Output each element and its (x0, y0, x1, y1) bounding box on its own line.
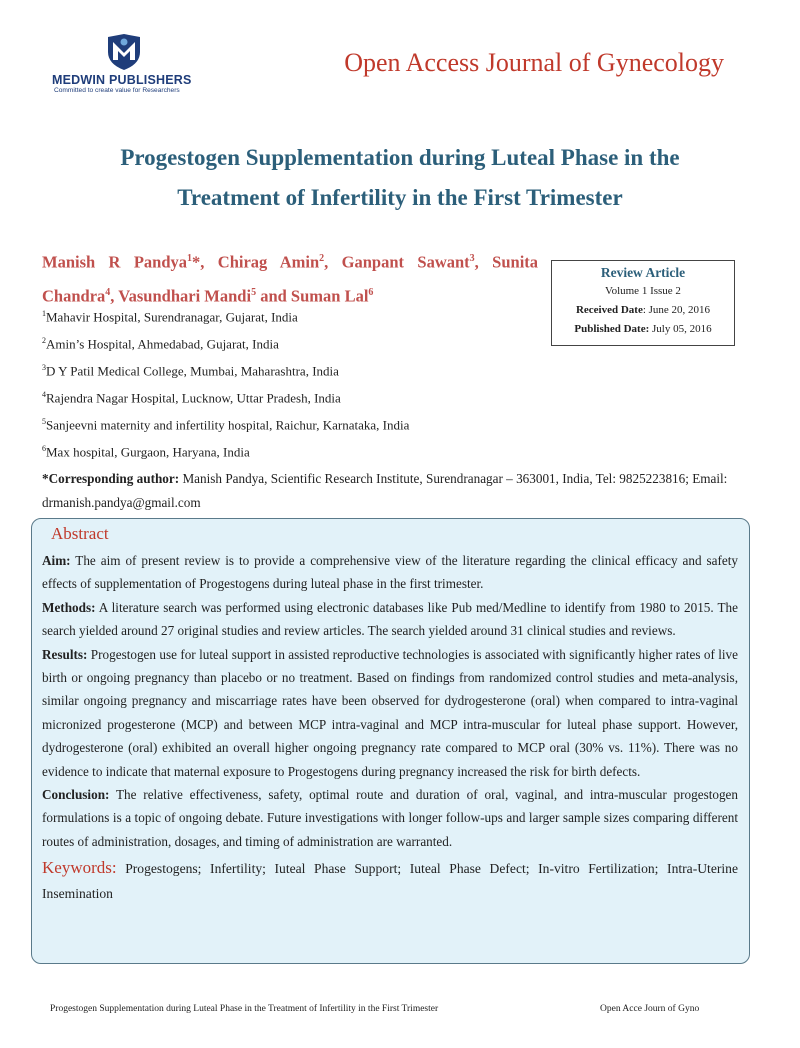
keywords-text: Progestogens; Infertility; Iuteal Phase Support; Iuteal Phase Defect; In-vitro Fertilization; Intra-Uterine Insemination (42, 861, 738, 901)
keywords-label: Keywords: (42, 858, 117, 878)
author-name: Vasundhari Mandi (118, 286, 252, 305)
abstract-body (42, 549, 738, 906)
abstract-aim: Aim: The aim of present review is to provide a comprehensive view of the literature regarding the clinical efficacy and safety effects of supplementation of Progestogens during luteal phase in the first trimester. (42, 553, 738, 592)
abstract-heading: Abstract (51, 524, 109, 543)
keywords (42, 856, 738, 906)
affiliation-item: $^1$Mahavir Hospital, Surendranagar, Gujarat, India (42, 309, 298, 325)
affiliation-item: $^6$Max hospital, Gurgaon, Haryana, India (42, 444, 250, 460)
author-name: Suman Lal (290, 286, 369, 305)
publisher-tagline: Committed to create value for Researchers (54, 87, 180, 94)
author-affiliation-number: 2 (319, 253, 325, 264)
published-date: Published Date: July 05, 2016 (574, 323, 712, 335)
corresponding-author: *Corresponding author: Manish Pandya, Scientific Research Institute, Surendranagar – 363001, India, Tel: 9825223816; Email: drmanish.pandya@gmail.com (42, 471, 728, 510)
author-list: Manish R Pandya$^1$*, Chirag Amin$^2$, Ganpant Sawant$^3$, Sunita Chandra$^4$, Vasundhari Mandi$^5$ and Suman Lal$^6$ (42, 252, 539, 305)
paper-title-line-1: Progestogen Supplementation during Luteal Phase in the (120, 145, 680, 170)
author-affiliation-number: 6 (368, 286, 374, 298)
author-name: Chirag Amin (217, 252, 320, 272)
affiliation-item: $^4$Rajendra Nagar Hospital, Lucknow, Uttar Pradesh, India (42, 390, 341, 406)
author-affiliation-number: 3 (469, 253, 475, 264)
volume-issue: Volume 1 Issue 2 (605, 285, 681, 297)
article-type: Review Article (600, 265, 686, 280)
affiliation-item: $^2$Amin’s Hospital, Ahmedabad, Gujarat, India (42, 336, 279, 352)
author-affiliation-number: 4 (105, 286, 111, 298)
affiliation-list (42, 302, 542, 464)
abstract-results: Results: Progestogen use for luteal support in assisted reproductive technologies is associated with significantly higher rates of live birth or ongoing pregnancy than placebo or no treatment. Based on findings from randomized control studies and meta-analysis, similar ongoing pregnancy and miscarriage rates have been observed for dydrogesterone (oral) when compared to intra-vaginal micronized progesterone (MCP) and between MCP intra-vaginal and MCP intra-muscular for luteal phase support. However, dydrogesterone (oral) exhibited an overall higher ongoing pregnancy rate compared to MCP oral (30% vs. 11%). There was no evidence to indicate that maternal exposure to Progestogens during pregnancy increased the risk for birth defects. (42, 646, 738, 779)
affiliation-item: $^5$Sanjeevni maternity and infertility hospital, Raichur, Karnataka, India (42, 417, 410, 433)
abstract-methods: Methods: A literature search was performed using electronic databases like Pub med/Medline to identify from 1980 to 2015. The search yielded around 27 original studies and review articles. The search yielded around 31 clinical studies and reviews. (42, 599, 738, 639)
received-date: Received Date: June 20, 2016 (575, 304, 711, 316)
author-name: Ganpant Sawant (341, 252, 470, 272)
author-affiliation-number: 5 (251, 286, 257, 298)
author-name: Manish R Pandya (42, 252, 188, 272)
medwin-shield-icon (104, 34, 144, 70)
author-name: Sunita Chandra (42, 252, 539, 305)
paper-title-line-2: Treatment of Infertility in the First Trimester (177, 185, 623, 210)
article-info-box (551, 260, 735, 346)
running-title: Progestogen Supplementation during Luteal Phase in the Treatment of Infertility in the First Trimester (50, 1004, 439, 1014)
author-affiliation-number: 1 (187, 253, 193, 264)
running-journal: Open Acce Journ of Gyno (600, 1004, 700, 1014)
publisher-logo (52, 34, 222, 98)
corresponding-mark: * (192, 252, 201, 272)
publisher-name: MEDWIN PUBLISHERS (52, 73, 192, 87)
journal-title: Open Access Journal of Gynecology (344, 48, 724, 77)
affiliation-item: $^3$D Y Patil Medical College, Mumbai, Maharashtra, India (42, 363, 339, 379)
abstract-conclusion: Conclusion: The relative effectiveness, safety, optimal route and duration of oral, vaginal, and intra-muscular progestogen formulations is a topic of ongoing debate. Future investigations with longer follow-ups and larger sample sizes comparing different routes of administration, dosages, and timing of administration are warranted. (42, 787, 738, 849)
